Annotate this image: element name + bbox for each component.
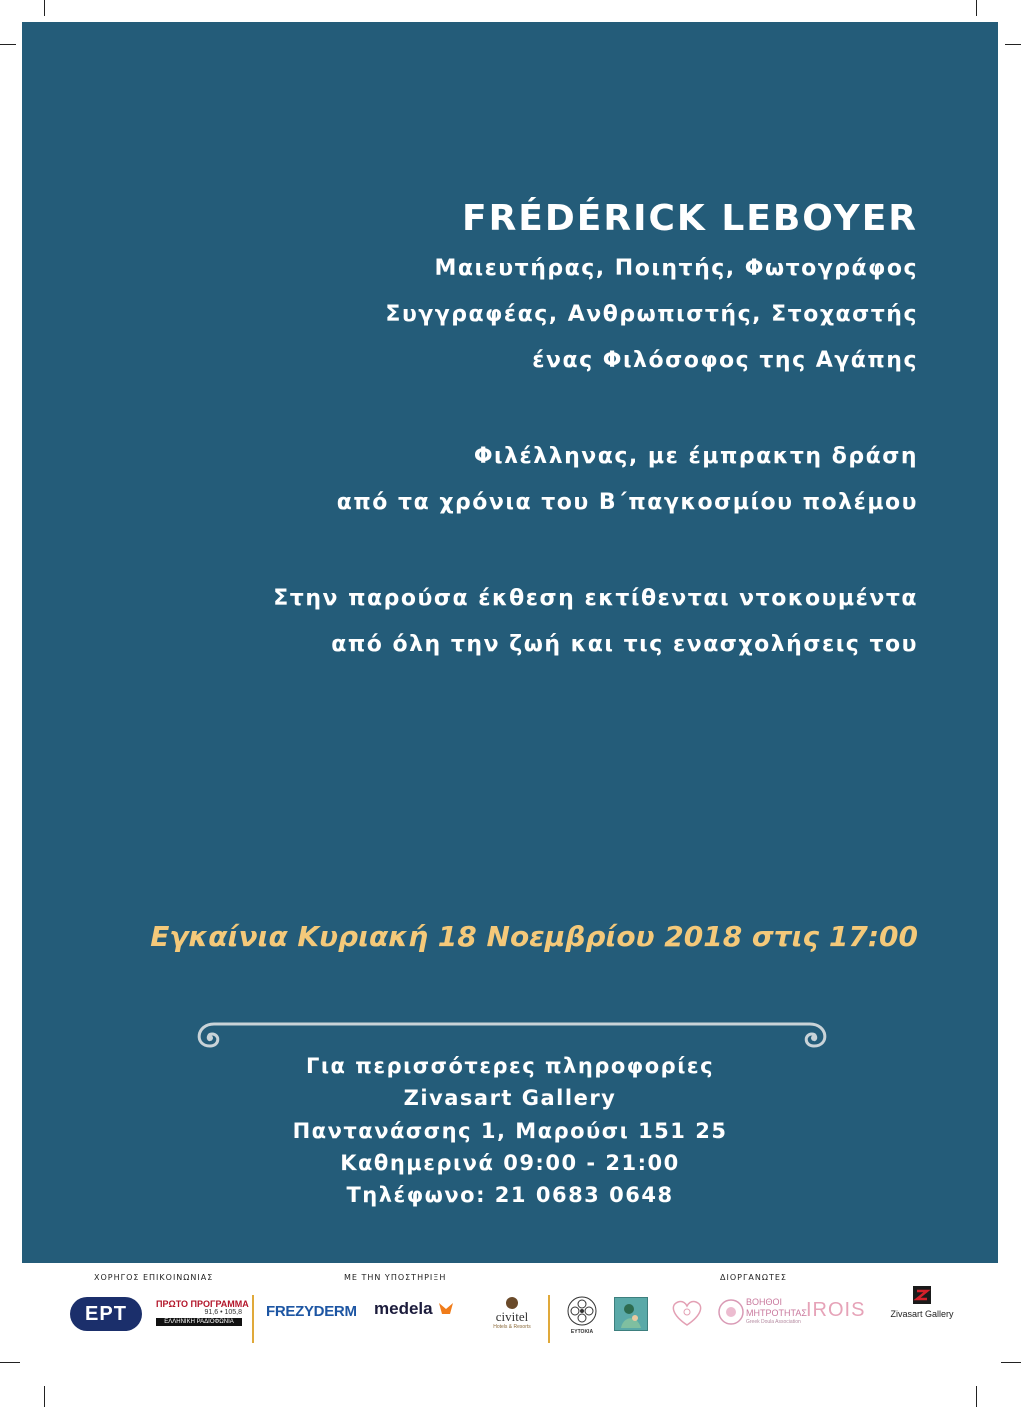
roles-line: Μαιευτήρας, Ποιητής, Φωτογράφος: [434, 256, 918, 281]
zivasart-name: Zivasart Gallery: [890, 1309, 954, 1319]
proto-title: ΠΡΩΤΟ ΠΡΟΓΡΑΜΜΑ: [156, 1299, 249, 1309]
mother-child-icon: [615, 1298, 647, 1330]
separator: [548, 1295, 550, 1343]
voithoi-subtitle: Greek Doula Association: [746, 1319, 801, 1325]
civitel-logo: [484, 1297, 540, 1330]
crop-mark: [1005, 44, 1021, 45]
phone-number: Τηλέφωνο: 21 0683 0648: [346, 1183, 674, 1207]
eutokia-logo: [565, 1295, 599, 1335]
ert-logo-text: ΕΡΤ: [85, 1303, 127, 1325]
voithoi-line-2: ΜΗΤΡΟΤΗΤΑΣ: [746, 1308, 807, 1318]
crop-mark: [976, 0, 977, 16]
ert-logo: [70, 1297, 142, 1331]
crop-mark: [976, 1386, 977, 1407]
roles-line: ένας Φιλόσοφος της Αγάπης: [532, 348, 918, 373]
civitel-mark-icon: [506, 1297, 518, 1309]
organizers-label: ΔΙΟΡΓΑΝΩΤΕΣ: [720, 1273, 787, 1282]
philhellene-line: από τα χρόνια του Β΄παγκοσμίου πολέμου: [336, 490, 918, 515]
voithoi-mitrotitas-logo: [718, 1297, 807, 1327]
media-sponsor-label: ΧΟΡΗΓΟΣ ΕΠΙΚΟΙΝΩΝΙΑΣ: [94, 1273, 214, 1282]
eutokia-flower-icon: [566, 1295, 598, 1327]
heart-organizer-logo: [666, 1297, 708, 1333]
irois-logo: IROIS: [806, 1299, 866, 1321]
exhibition-line: Στην παρούσα έκθεση εκτίθενται ντοκουμέντα: [273, 586, 918, 611]
philhellene-line: Φιλέλληνας, με έμπρακτη δράση: [473, 444, 918, 469]
civitel-subtitle: Hotels & Resorts: [493, 1324, 531, 1330]
medela-logo-text: medela: [374, 1299, 433, 1318]
voithoi-line-1: ΒΟΗΘΟΙ: [746, 1297, 783, 1307]
zivasart-logo: [886, 1285, 958, 1319]
exhibition-line: από όλη την ζωή και τις ενασχολήσεις του: [331, 632, 918, 657]
crop-mark: [44, 0, 45, 16]
poster-title: FRÉDÉRICK LEBOYER: [461, 198, 918, 239]
opening-date: Εγκαίνια Κυριακή 18 Νοεμβρίου 2018 στις 17:00: [150, 920, 918, 953]
gallery-name: Zivasart Gallery: [403, 1086, 617, 1110]
opening-hours: Καθημερινά 09:00 - 21:00: [340, 1151, 680, 1175]
voithoi-mark-icon: [718, 1297, 744, 1327]
proto-frequency: 91,6 • 105,8: [204, 1309, 242, 1316]
crop-mark: [0, 44, 16, 45]
eutokia-name: ΕΥΤΟΚΙΑ: [570, 1329, 594, 1335]
scroll-ornament: [192, 1014, 832, 1050]
support-label: ΜΕ ΤΗΝ ΥΠΟΣΤΗΡΙΞΗ: [344, 1273, 447, 1282]
zivasart-mark-icon: [912, 1285, 932, 1305]
medela-logo: [374, 1299, 454, 1319]
separator: [252, 1295, 254, 1343]
crop-mark: [44, 1386, 45, 1407]
frezyderm-logo: FREZYDERM: [266, 1303, 357, 1320]
info-heading: Για περισσότερες πληροφορίες: [305, 1054, 715, 1078]
proto-programma-logo: [156, 1299, 249, 1326]
medela-mark-icon: [438, 1300, 454, 1316]
civitel-name: civitel: [495, 1309, 529, 1324]
heart-icon: [666, 1297, 708, 1329]
sponsors-footer: [0, 1265, 1021, 1365]
address: Παντανάσσης 1, Μαρούσι 151 25: [292, 1119, 728, 1143]
poster-panel: [22, 22, 998, 1263]
proto-subtitle: ΕΛΛΗΝΙΚΗ ΡΑΔΙΟΦΩΝΙΑ: [156, 1318, 242, 1326]
illustrated-organizer-logo: [614, 1297, 648, 1331]
roles-line: Συγγραφέας, Ανθρωπιστής, Στοχαστής: [385, 302, 918, 327]
